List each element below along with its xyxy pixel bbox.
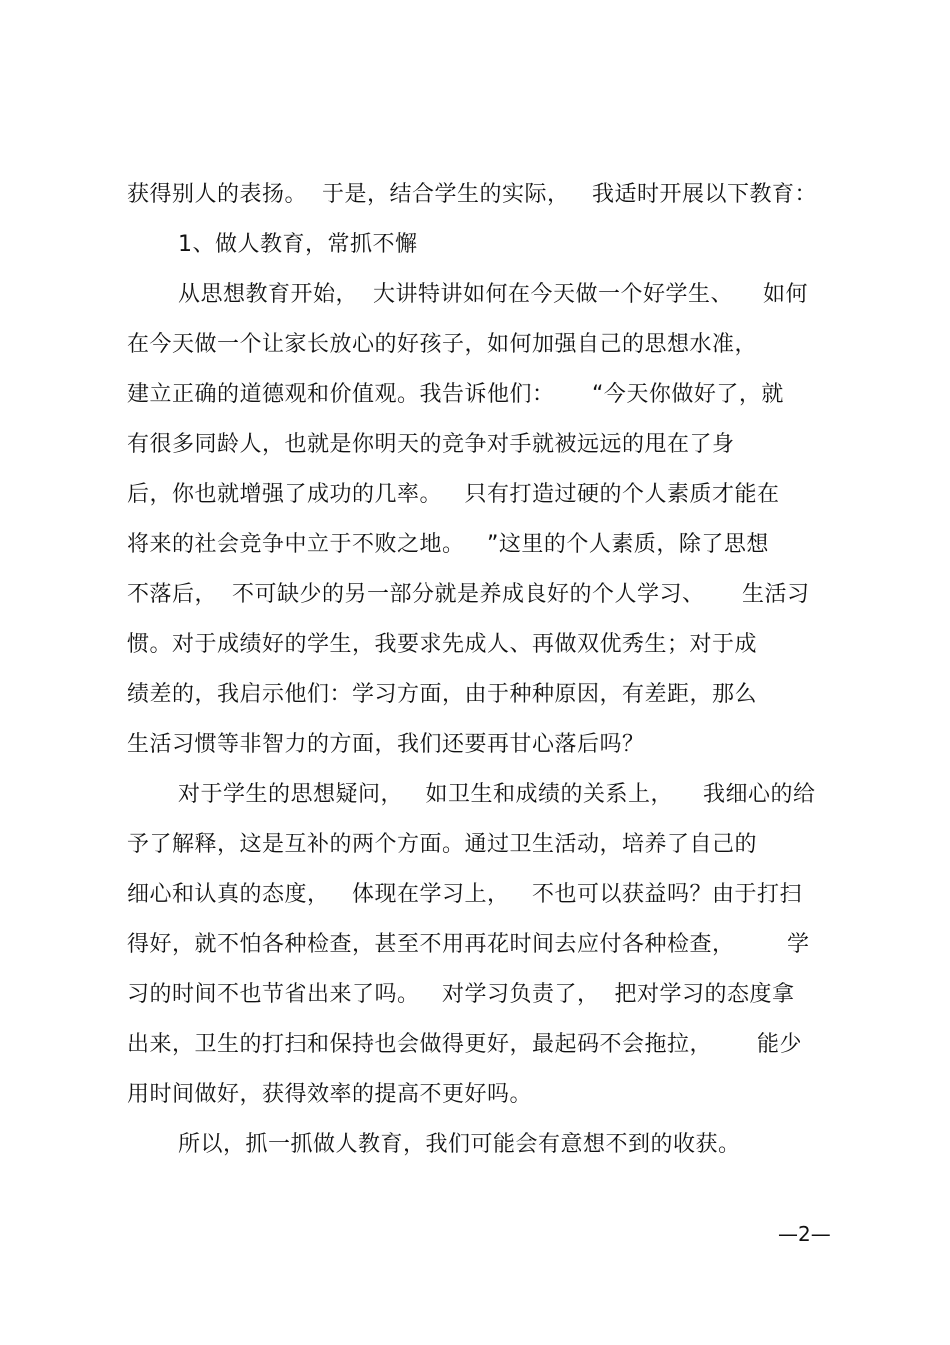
- text-line: 后，你也就增强了成功的几率。 只有打造过硬的个人素质才能在: [127, 482, 780, 507]
- text-line: 从思想教育开始， 大讲特讲如何在今天做一个好学生、 如何: [178, 282, 808, 307]
- text-line: 生活习惯等非智力的方面，我们还要再甘心落后吗？: [127, 732, 645, 757]
- text-line: 对于学生的思想疑问， 如卫生和成绩的关系上， 我细心的给: [178, 782, 816, 807]
- text-line: 所以，抓一抓做人教育，我们可能会有意想不到的收获。: [178, 1132, 741, 1157]
- text-line: 得好，就不怕各种检查，甚至不用再花时间去应付各种检查， 学: [127, 932, 810, 957]
- text-line: 习的时间不也节省出来了吗。 对学习负责了， 把对学习的态度拿: [127, 982, 795, 1007]
- text-line: 建立正确的道德观和价值观。我告诉他们： “今天你做好了，就: [127, 382, 784, 407]
- text-line: 惯。对于成绩好的学生，我要求先成人、再做双优秀生；对于成: [127, 632, 758, 657]
- section-heading: 1、做人教育，常抓不懈: [178, 232, 418, 257]
- page-number: —2—: [778, 1222, 831, 1246]
- text-line: 出来，卫生的打扫和保持也会做得更好，最起码不会拖拉， 能少: [127, 1032, 802, 1057]
- text-line: 将来的社会竞争中立于不败之地。 ”这里的个人素质，除了思想: [127, 532, 769, 557]
- text-line: 不落后， 不可缺少的另一部分就是养成良好的个人学习、 生活习: [127, 582, 810, 607]
- text-line: 在今天做一个让家长放心的好孩子，如何加强自己的思想水准，: [127, 332, 758, 357]
- text-line: 予了解释，这是互补的两个方面。通过卫生活动，培养了自己的: [127, 832, 758, 857]
- text-line: 获得别人的表扬。 于是，结合学生的实际， 我适时开展以下教育：: [127, 182, 817, 207]
- text-line: 有很多同龄人，也就是你明天的竞争对手就被远远的甩在了身: [127, 432, 735, 457]
- text-line: 细心和认真的态度， 体现在学习上， 不也可以获益吗？由于打扫: [127, 882, 802, 907]
- text-line: 绩差的，我启示他们：学习方面，由于种种原因，有差距，那么: [127, 682, 758, 707]
- text-line: 用时间做好，获得效率的提高不更好吗。: [127, 1082, 533, 1107]
